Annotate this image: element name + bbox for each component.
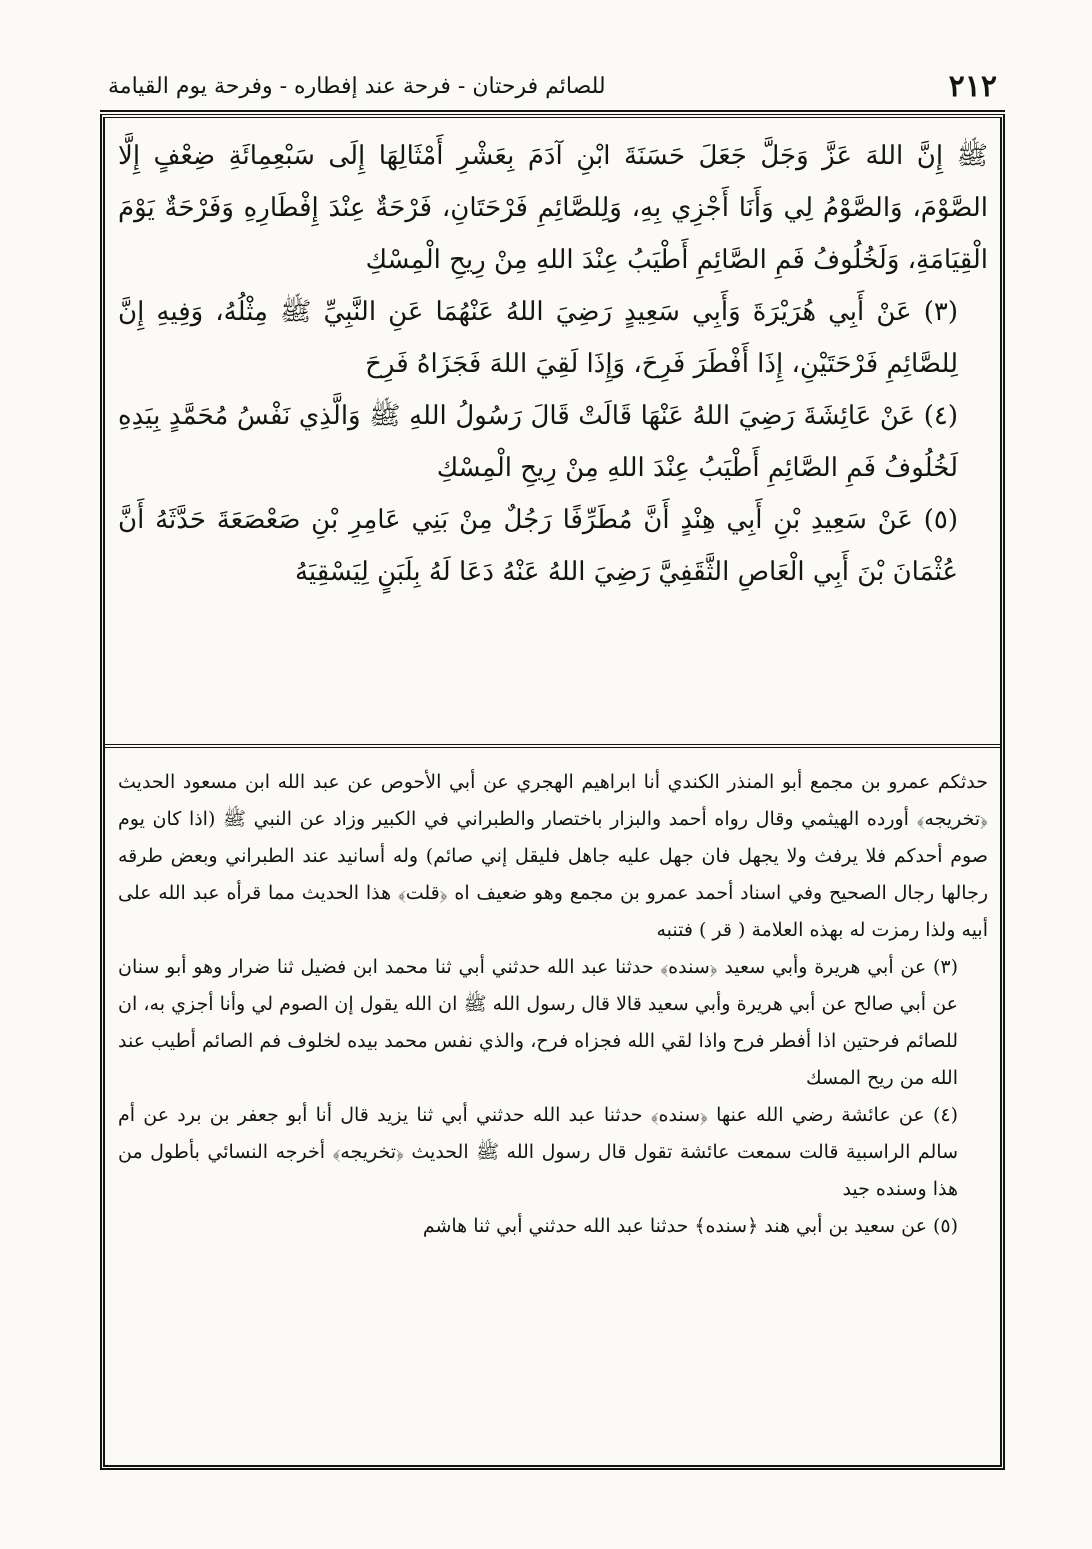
hadith-paragraph: ﷺ إِنَّ اللهَ عَزَّ وَجَلَّ جَعَلَ حَسَنَةَ ابْنِ آدَمَ بِعَشْرِ أَمْثَالِهَا إِلَى سَبْعِمِائَةِ ضِعْفٍ إِلَّا الصَّوْمَ، وَالصَّوْمُ لِي وَأَنَا أَجْزِي بِهِ، وَلِلصَّائِمِ فَرْحَتَانِ، فَرْحَةٌ عِنْدَ إِفْطَارِهِ وَفَرْحَةٌ يَوْمَ الْقِيَامَةِ، وَلَخُلُوفُ فَمِ الصَّائِمِ أَطْيَبُ عِنْدَ اللهِ مِنْ رِيحِ الْمِسْكِ <box>118 141 988 275</box>
hadith-paragraph: (٣) عَنْ أَبِي هُرَيْرَةَ وَأَبِي سَعِيدٍ رَضِيَ اللهُ عَنْهُمَا عَنِ النَّبِيِّ ﷺ مِثْلُهُ، وَفِيهِ إِنَّ لِلصَّائِمِ فَرْحَتَيْنِ، إِذَا أَفْطَرَ فَرِحَ، وَإِذَا لَقِيَ اللهَ فَجَزَاهُ فَرِحَ <box>118 297 958 379</box>
section-divider <box>104 744 1001 748</box>
commentary-paragraph: (٤) عن عائشة رضي الله عنها ﴿سنده﴾ حدثنا عبد الله حدثني أبي ثنا يزيد قال أنا أبو جعفر بن برد عن أم سالم الراسبية قالت سمعت عائشة تقول قال رسول الله ﷺ الحديث ﴿تخريجه﴾ أخرجه النسائي بأطول من هذا وسنده جيد <box>118 1104 958 1200</box>
hadith-paragraph: (٤) عَنْ عَائِشَةَ رَضِيَ اللهُ عَنْهَا قَالَتْ قَالَ رَسُولُ اللهِ ﷺ وَالَّذِي نَفْسُ مُحَمَّدٍ بِيَدِهِ لَخُلُوفُ فَمِ الصَّائِمِ أَطْيَبُ عِنْدَ اللهِ مِنْ رِيحِ الْمِسْكِ <box>118 401 958 483</box>
commentary-paragraph: (٥) عن سعيد بن أبي هند ﴿سنده﴾ حدثنا عبد الله حدثني أبي ثنا هاشم <box>422 1215 958 1237</box>
hadith-text <box>118 130 988 598</box>
page-number: ٢١٢ <box>948 68 997 104</box>
page-header <box>100 62 1005 112</box>
commentary-paragraph: حدثكم عمرو بن مجمع أبو المنذر الكندي أنا ابراهيم الهجري عن أبي الأحوص عن عبد الله ابن مسعود الحديث ﴿تخريجه﴾ أورده الهيثمي وقال رواه أحمد والبزار باختصار والطبراني في الكبير وزاد عن النبي ﷺ (اذا كان يوم صوم أحدكم فلا يرفث ولا يجهل فان جهل عليه جاهل فليقل إني صائم) وله أسانيد عند الطبراني وبعض طرقه رجالها رجال الصحيح وفي اسناد أحمد عمرو بن مجمع وهو ضعيف اه ﴿قلت﴾ هذا الحديث مما قرأه عبد الله على أبيه ولذا رمزت له بهذه العلامة ( قر ) فتنبه <box>118 771 988 941</box>
hadith-paragraph: (٥) عَنْ سَعِيدِ بْنِ أَبِي هِنْدٍ أَنَّ مُطَرِّفًا رَجُلٌ مِنْ بَنِي عَامِرِ بْنِ صَعْصَعَةَ حَدَّثَهُ أَنَّ عُثْمَانَ بْنَ أَبِي الْعَاصِ الثَّقَفِيَّ رَضِيَ اللهُ عَنْهُ دَعَا لَهُ بِلَبَنٍ لِيَسْقِيَهُ <box>118 505 958 587</box>
commentary-paragraph: (٣) عن أبي هريرة وأبي سعيد ﴿سنده﴾ حدثنا عبد الله حدثني أبي ثنا محمد ابن فضيل ثنا ضرار وهو أبو سنان عن أبي صالح عن أبي هريرة وأبي سعيد قالا قال رسول الله ﷺ ان الله يقول إن الصوم لي وأنا أجزي به، ان للصائم فرحتين اذا أفطر فرح واذا لقي الله فجزاه فرح، والذي نفس محمد بيده لخلوف فم الصائم أطيب عند الله من ريح المسك <box>118 956 958 1089</box>
running-title: للصائم فرحتان - فرحة عند إفطاره - وفرحة يوم القيامة <box>108 73 606 99</box>
commentary-text <box>118 764 988 1245</box>
